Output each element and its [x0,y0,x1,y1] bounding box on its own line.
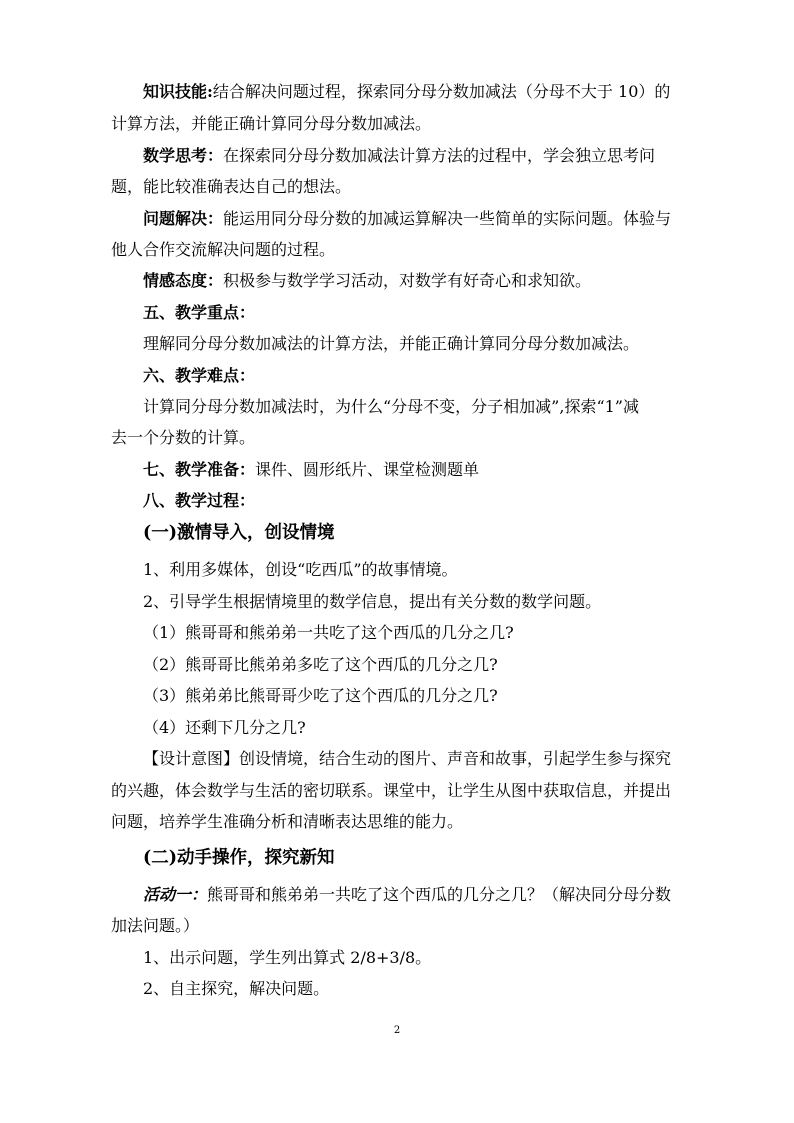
part1-heading: (一)激情导入，创设情境 [143,523,335,543]
thinking-text: 在探索同分母分数加减法计算方法的过程中，学会独立思考问 [223,146,656,165]
prep-text: 课件、圆形纸片、课堂检测题单 [255,460,480,479]
question-4: （4）还剩下几分之几? [143,718,306,737]
thinking-line-1 [143,146,655,166]
part1-step-2: 2、引导学生根据情境里的数学信息，提出有关分数的数学问题。 [143,592,602,611]
knowledge-label: 知识技能: [143,82,213,101]
activity-label: 活动一： [143,885,208,904]
part2-step-2: 2、自主探究，解决问题。 [143,979,330,998]
attitude-label: 情感态度： [143,271,224,290]
difficulty-line-2: 去一个分数的计算。 [111,428,256,447]
thinking-line-2: 题，能比较准确表达自己的想法。 [111,177,352,196]
design-label: 【设计意图】 [143,749,240,768]
prep-line [143,460,479,480]
process-heading: 八、教学过程： [143,491,256,510]
focus-heading: 五、教学重点： [143,303,256,322]
part2-step-1: 1、出示问题，学生列出算式 2/8+3/8。 [143,948,432,967]
focus-text: 理解同分母分数加减法的计算方法，并能正确计算同分母分数加减法。 [143,334,640,353]
question-2: （2）熊哥哥比熊弟弟多吃了这个西瓜的几分之几? [143,655,498,674]
problem-line-1 [143,209,671,229]
part2-heading: (二)动手操作，探究新知 [143,848,335,868]
part1-step-1: 1、利用多媒体，创设“吃西瓜”的故事情境。 [143,560,458,579]
page-number: 2 [393,1025,401,1036]
activity-text-1: 熊哥哥和熊弟弟一共吃了这个西瓜的几分之几？（解决同分母分数 [207,885,672,904]
attitude-line [143,271,591,291]
attitude-text: 积极参与数学学习活动，对数学有好奇心和求知欲。 [223,271,592,290]
problem-text: 能运用同分母分数的加减运算解决一些简单的实际问题。体验与 [223,209,672,228]
activity-line-1 [143,885,671,905]
thinking-label: 数学思考： [143,146,224,165]
design-line-2: 的兴趣，体会数学与生活的密切联系。课堂中，让学生从图中获取信息，并提出 [111,781,672,800]
difficulty-line-1: 计算同分母分数加减法时，为什么“分母不变，分子相加减”,探索“1”减 [143,397,639,416]
problem-label: 问题解决： [143,209,224,228]
knowledge-line-2: 计算方法，并能正确计算同分母分数加减法。 [111,114,432,133]
prep-heading: 七、教学准备： [143,460,256,479]
activity-line-2: 加法问题。） [111,916,200,935]
design-text-1: 创设情境，结合生动的图片、声音和故事，引起学生参与探究 [239,749,672,768]
knowledge-line-1 [143,82,670,102]
design-line-3: 问题，培养学生准确分析和清晰表达思维的能力。 [111,812,464,831]
problem-line-2: 他人合作交流解决问题的过程。 [111,240,336,259]
difficulty-heading: 六、教学难点： [143,366,256,385]
design-line-1 [143,749,671,769]
question-1: （1）熊哥哥和熊弟弟一共吃了这个西瓜的几分之几? [143,623,514,642]
question-3: （3）熊弟弟比熊哥哥少吃了这个西瓜的几分之几? [143,686,498,705]
knowledge-text: 结合解决问题过程，探索同分母分数加减法（分母不大于 10）的 [212,82,671,101]
